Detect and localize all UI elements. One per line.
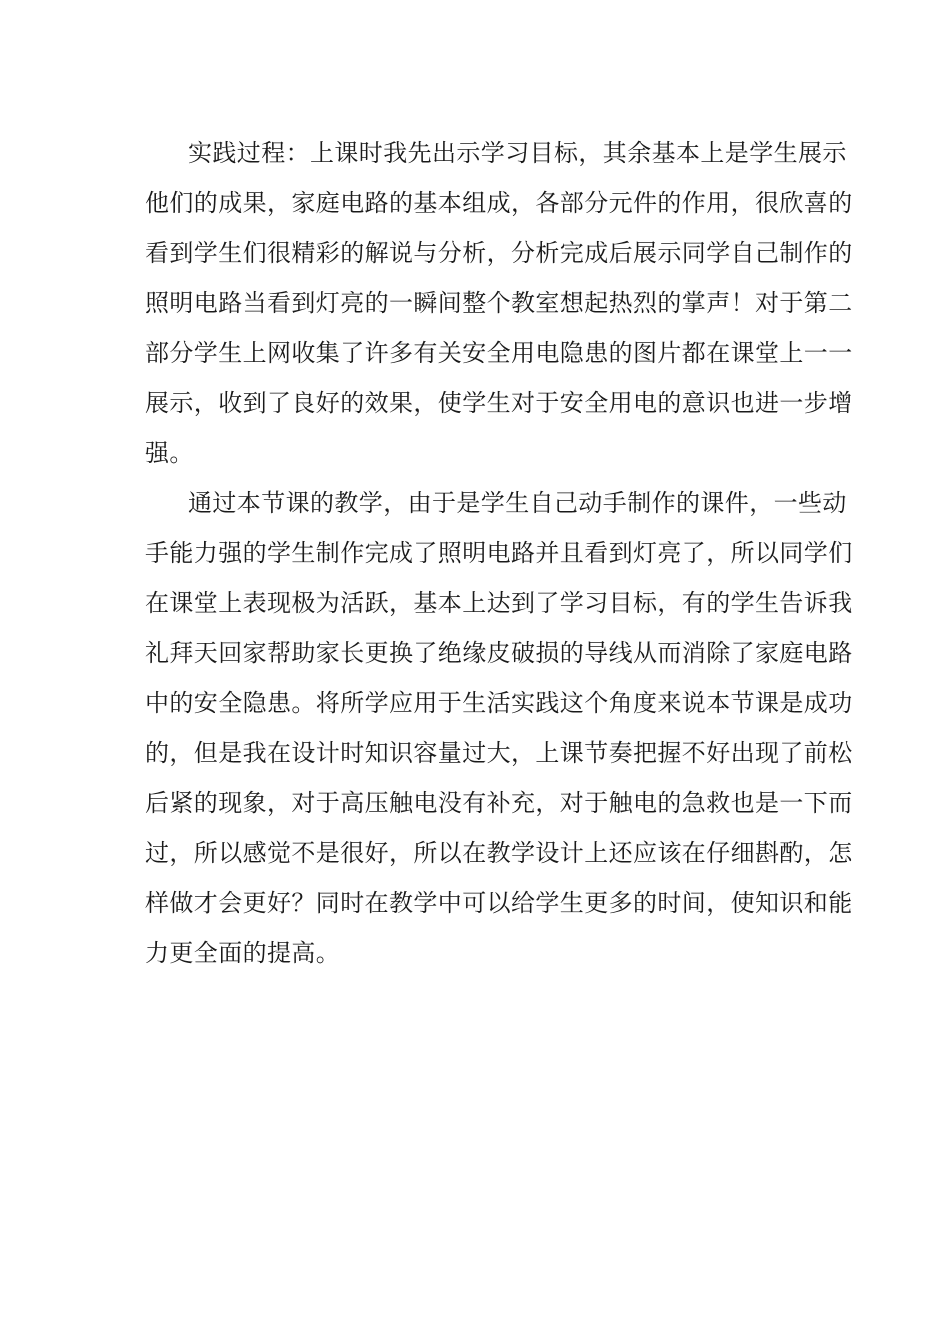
text-line: 强。	[145, 439, 194, 467]
paragraph-reflection	[145, 478, 853, 978]
text-line: 照明电路当看到灯亮的一瞬间整个教室想起热烈的掌声！对于第二	[145, 289, 853, 317]
text-line: 实践过程：上课时我先出示学习目标，其余基本上是学生展示	[188, 139, 847, 167]
text-line: 看到学生们很精彩的解说与分析，分析完成后展示同学自己制作的	[145, 239, 853, 267]
text-line: 手能力强的学生制作完成了照明电路并且看到灯亮了，所以同学们	[145, 539, 853, 567]
text-line: 通过本节课的教学，由于是学生自己动手制作的课件，一些动	[188, 489, 847, 517]
text-line: 的，但是我在设计时知识容量过大，上课节奏把握不好出现了前松	[145, 739, 853, 767]
text-line: 过，所以感觉不是很好，所以在教学设计上还应该在仔细斟酌，怎	[145, 839, 853, 867]
text-line: 礼拜天回家帮助家长更换了绝缘皮破损的导线从而消除了家庭电路	[145, 639, 853, 667]
document-body	[145, 128, 853, 978]
text-line: 部分学生上网收集了许多有关安全用电隐患的图片都在课堂上一一	[145, 339, 853, 367]
text-line: 中的安全隐患。将所学应用于生活实践这个角度来说本节课是成功	[145, 689, 853, 717]
text-line: 样做才会更好？同时在教学中可以给学生更多的时间，使知识和能	[145, 889, 853, 917]
text-line: 后紧的现象，对于高压触电没有补充，对于触电的急救也是一下而	[145, 789, 853, 817]
text-line: 力更全面的提高。	[145, 939, 341, 967]
text-line: 在课堂上表现极为活跃，基本上达到了学习目标，有的学生告诉我	[145, 589, 853, 617]
paragraph-practice-process	[145, 128, 853, 478]
text-line: 展示，收到了良好的效果，使学生对于安全用电的意识也进一步增	[145, 389, 853, 417]
text-line: 他们的成果，家庭电路的基本组成，各部分元件的作用，很欣喜的	[145, 189, 853, 217]
